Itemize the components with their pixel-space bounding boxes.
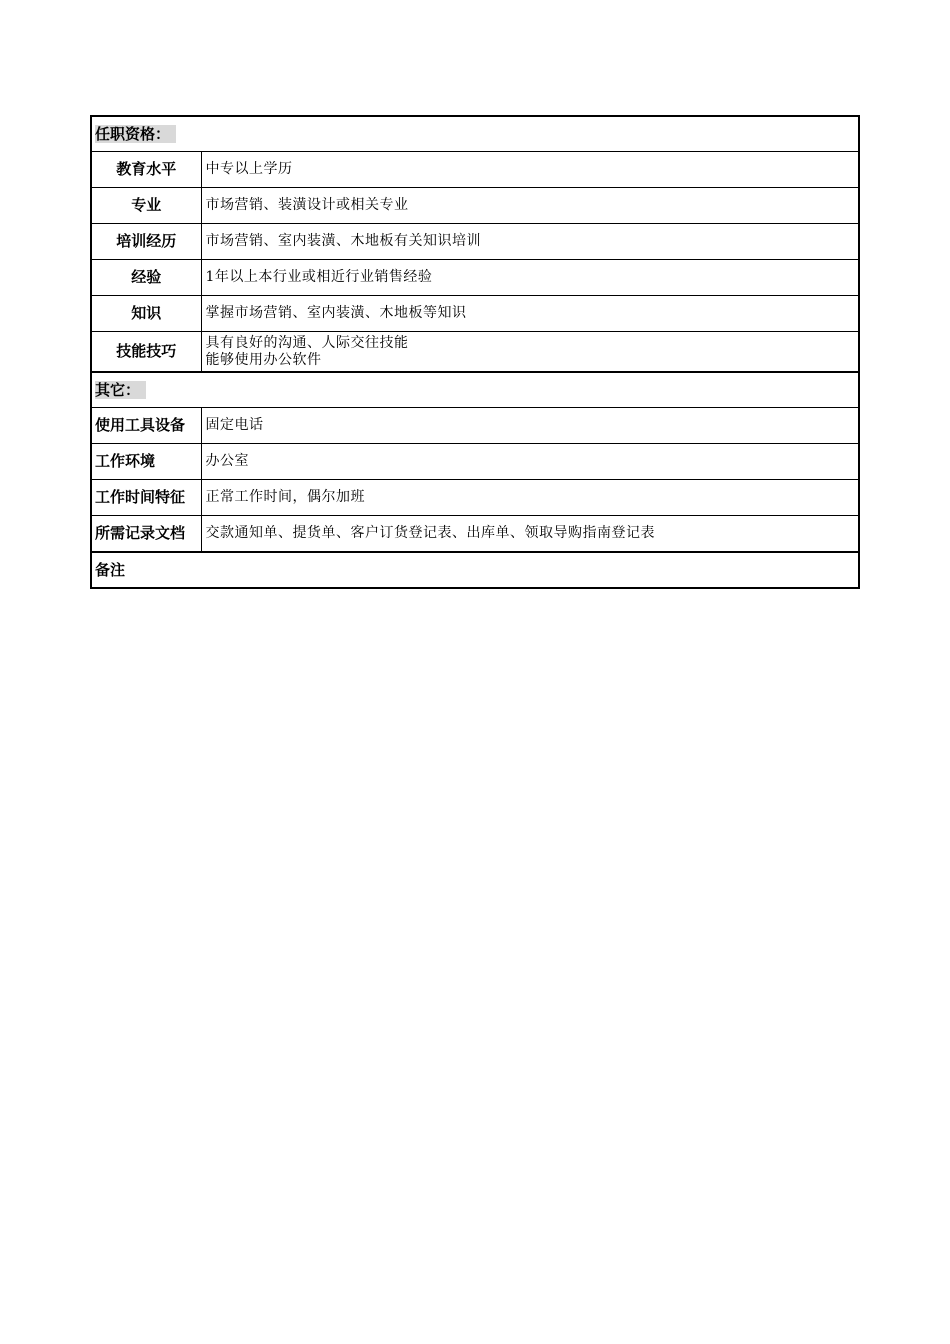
education-value: 中专以上学历 bbox=[201, 152, 858, 188]
environment-label: 工作环境 bbox=[92, 444, 201, 480]
knowledge-value: 掌握市场营销、室内装潢、木地板等知识 bbox=[201, 296, 858, 332]
other-section-header bbox=[92, 372, 858, 408]
tools-label: 使用工具设备 bbox=[92, 408, 201, 444]
training-value: 市场营销、室内装潢、木地板有关知识培训 bbox=[201, 224, 858, 260]
table-row bbox=[92, 516, 858, 553]
table-row bbox=[92, 152, 858, 188]
documents-label: 所需记录文档 bbox=[92, 516, 201, 553]
skills-value-line: 能够使用办公软件 bbox=[205, 351, 322, 368]
qualifications-heading: 任职资格： bbox=[95, 125, 176, 143]
education-label: 教育水平 bbox=[92, 152, 201, 188]
qualifications-section-header bbox=[92, 117, 858, 152]
table-row bbox=[92, 260, 858, 296]
experience-value: 1年以上本行业或相近行业销售经验 bbox=[201, 260, 858, 296]
skills-value bbox=[201, 332, 858, 373]
table-row bbox=[92, 188, 858, 224]
table-row bbox=[92, 444, 858, 480]
job-description-table-container bbox=[90, 115, 860, 589]
table-row bbox=[92, 224, 858, 260]
remarks-section-header bbox=[92, 552, 858, 587]
table-row bbox=[92, 296, 858, 332]
job-description-table bbox=[92, 117, 858, 587]
remarks-heading: 备注 bbox=[92, 552, 858, 587]
table-row bbox=[92, 332, 858, 373]
work-hours-value: 正常工作时间，偶尔加班 bbox=[201, 480, 858, 516]
experience-label: 经验 bbox=[92, 260, 201, 296]
other-heading: 其它： bbox=[95, 381, 146, 399]
knowledge-label: 知识 bbox=[92, 296, 201, 332]
major-value: 市场营销、装潢设计或相关专业 bbox=[201, 188, 858, 224]
environment-value: 办公室 bbox=[201, 444, 858, 480]
work-hours-label: 工作时间特征 bbox=[92, 480, 201, 516]
tools-value: 固定电话 bbox=[201, 408, 858, 444]
training-label: 培训经历 bbox=[92, 224, 201, 260]
table-row bbox=[92, 480, 858, 516]
skills-label: 技能技巧 bbox=[92, 332, 201, 373]
skills-value-line: 具有良好的沟通、人际交往技能 bbox=[205, 334, 409, 351]
major-label: 专业 bbox=[92, 188, 201, 224]
documents-value: 交款通知单、提货单、客户订货登记表、出库单、领取导购指南登记表 bbox=[201, 516, 858, 553]
table-row bbox=[92, 408, 858, 444]
